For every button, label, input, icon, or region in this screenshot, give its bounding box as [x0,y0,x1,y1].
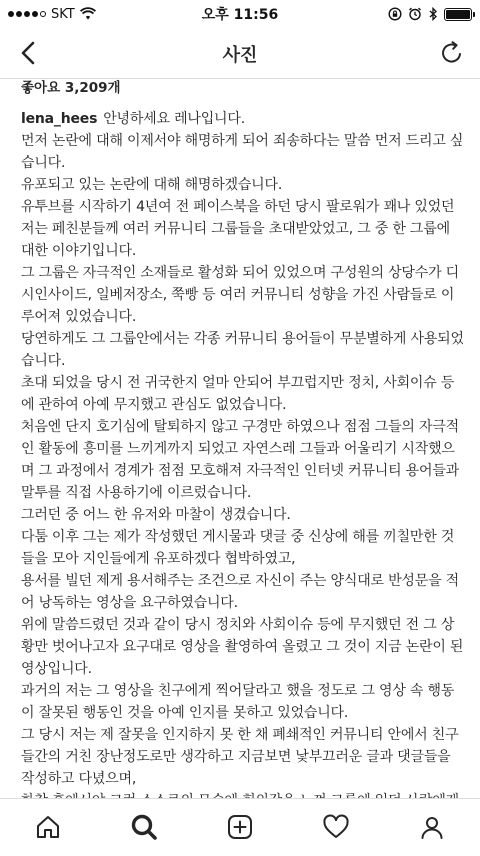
tab-home[interactable] [28,807,68,847]
caption-paragraph: 유포되고 있는 논란에 대해 해명하겠습니다. [21,177,283,193]
caption-paragraph: 그 그룹은 자극적인 소재들로 활성화 되어 있었으며 구성원의 상당수가 디시인사이드, 일베저장소, 쭉빵 등 여러 커뮤니티 성향을 가진 사람들로 이루어져 있었습니다. [21,265,459,325]
caption-paragraph: 다툼 이후 그는 제가 작성했던 게시물과 댓글 중 신상에 해를 끼칠만한 것들을 모아 지인들에게 유포하겠다 협박하였고, [21,529,455,567]
tab-new-post[interactable] [220,807,260,847]
caption-paragraph: 유투브를 시작하기 4년여 전 페이스북을 하던 당시 팔로워가 꽤나 있었던 저는 페친분들께 여러 커뮤니티 그룹들을 초대받았었고, 그 중 한 그룹에 대한 이야기입니다. [21,199,455,259]
caption-paragraph: 용서를 빌던 제게 용서해주는 조건으로 자신이 주는 양식대로 반성문을 적어 낭독하는 영상을 요구하였습니다. [21,573,459,611]
rotation-lock-icon [388,7,402,21]
caption-paragraph: 초대 되었을 당시 전 귀국한지 얼마 안되어 부끄럽지만 정치, 사회이슈 등에 관하여 아예 무지했고 관심도 없었습니다. [21,375,455,413]
profile-icon [419,814,445,840]
status-bar [0,0,480,28]
battery-icon [444,8,472,21]
home-icon [35,814,61,840]
tab-profile[interactable] [412,807,452,847]
caption-paragraph: 처음엔 단지 호기심에 탈퇴하지 않고 구경만 하였으나 점점 그들의 자극적인 활동에 흥미를 느끼게까지 되었고 자연스레 그들과 어울리기 시작했으며 그 과정에서 경계가 점점 모호해져 자극적인 인터넷 커뮤니티 용어들과 말투를 직접 사용하기에 이르렀습니다. [21,419,459,501]
tab-search[interactable] [124,807,164,847]
nav-bar [0,28,480,79]
tab-activity[interactable] [316,807,356,847]
caption-paragraph: 당연하게도 그 그룹안에서는 각종 커뮤니티 용어들이 무분별하게 사용되었습니다. [21,331,464,369]
username-link[interactable]: lena_hees [21,111,98,127]
carrier-label: SKT [51,6,75,22]
add-post-icon [227,814,253,840]
page-title: 사진 [222,45,258,66]
post-content [0,79,480,799]
likes-count[interactable]: 좋아요 3,209개 [21,80,121,96]
caption-paragraph: 과거의 저는 그 영상을 친구에게 찍어달라고 했을 정도로 그 영상 속 행동이 잘못된 행동인 것을 아예 인지를 못하고 있었습니다. [21,683,455,721]
alarm-icon [408,7,422,21]
bottom-tab-bar [0,798,480,854]
caption-paragraph: 그 당시 저는 제 잘못을 인지하지 못 한 채 폐쇄적인 커뮤니티 안에서 친구들간의 거친 장난정도로만 생각하고 지금보면 낯부끄러운 글과 댓글들을 작성하고 다녔으며, [21,727,459,787]
post-caption [21,108,464,856]
search-icon [130,813,158,841]
refresh-icon[interactable] [438,39,466,67]
heart-icon [323,815,349,839]
caption-paragraph: 그러던 중 어느 한 유저와 마찰이 생겼습니다. [21,507,291,523]
status-right [388,7,472,21]
bluetooth-icon [428,7,438,21]
caption-paragraph: lena_hees 안녕하세요 레나입니다. 먼저 논란에 대해 이제서야 해명하게 되어 죄송하다는 말씀 먼저 드리고 싶습니다. [21,111,464,171]
status-time: 오후 11:56 [201,7,279,23]
caption-paragraph: 위에 말씀드렸던 것과 같이 당시 정치와 사회이슈 등에 무지했던 전 그 상황만 벗어나고자 요구대로 영상을 촬영하여 올렸고 그 것이 지금 논란이 된 영상입니다. [21,617,464,677]
